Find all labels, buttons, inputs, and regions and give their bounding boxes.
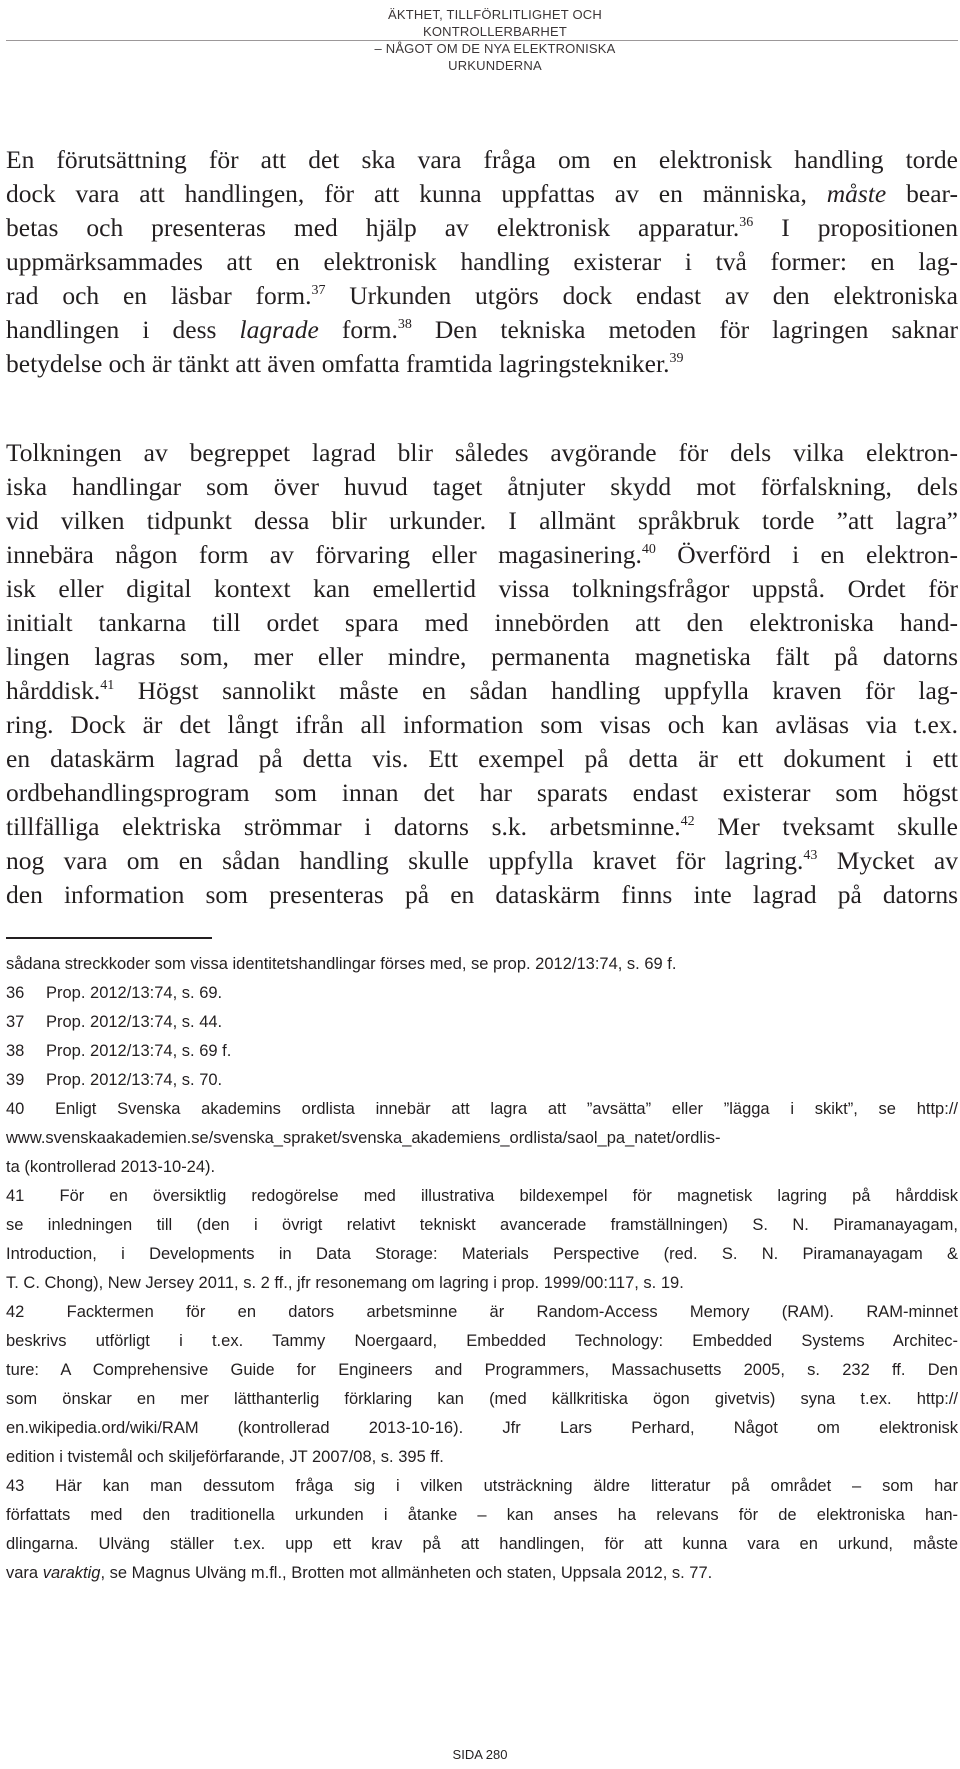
text-line: Introduction, i Developments in Data Storage: Materials Perspective (red. S. N. Piramanayagam & — [6, 1245, 958, 1263]
emphasis: varaktig — [42, 1564, 101, 1582]
footnote-divider — [6, 937, 212, 939]
footnote-number: 39 — [6, 1071, 25, 1089]
text-line: som önskar en mer lätthanterlig förklaring kan (med källkritiska ögon givetvis) syna t.ex. http:// — [6, 1390, 958, 1408]
footnote-number: 36 — [6, 984, 25, 1002]
text-line: nog vara om en sådan handling skulle uppfylla kravet för lagring.$^{43}$ Mycket av — [6, 846, 958, 875]
text-line: edition i tvistemål och skiljeförfarande, JT 2007/08, s. 395 ff. — [6, 1448, 444, 1466]
text-line: en.wikipedia.ord/wiki/RAM (kontrollerad 2013-10-16). Jfr Lars Perhard, Något om elektronisk — [6, 1419, 958, 1437]
text-line: isk eller digital kontext kan emellertid vissa tolkningsfrågor uppstå. Ordet för — [6, 574, 958, 603]
text-line: iska handlingar som över huvud taget åtnjuter skydd mot förfalskning, dels — [6, 472, 958, 501]
text-line: uppmärksammades att en elektronisk handling existerar i två former: en lag- — [6, 247, 958, 276]
text-line: författats med den traditionella urkunden i åtanke – kan anses ha relevans för de elektroniska han- — [6, 1506, 958, 1524]
text-line: lingen lagras som, mer eller mindre, permanenta magnetiska fält på datorns — [6, 642, 958, 671]
running-title-line-1: ÄKTHET, TILLFÖRLITLIGHET OCH KONTROLLERBARHET — [388, 7, 602, 39]
footnote-number: 38 — [6, 1042, 25, 1060]
footnote-37: 37 Prop. 2012/13:74, s. 44. — [6, 1008, 958, 1037]
footnote-38: 38 Prop. 2012/13:74, s. 69 f. — [6, 1037, 958, 1066]
text-line: hårddisk.$^{41}$ Högst sannolikt måste en sådan handling uppfylla kraven för lag- — [6, 676, 959, 705]
paragraph-1 — [6, 143, 958, 381]
text-line: En förutsättning för att det ska vara fråga om en elektronisk handling torde — [6, 145, 958, 174]
footnote-ref-40[interactable]: 40 — [641, 541, 656, 557]
text-line: handlingen i dess lagrade form.$^{38}$ Den tekniska metoden för lagringen saknar — [6, 315, 959, 344]
footnote-ref-36[interactable]: 36 — [739, 214, 754, 230]
footnote-ref-39[interactable]: 39 — [669, 350, 684, 366]
footnote-continuation: sådana streckkoder som vissa identitetshandlingar förses med, se prop. 2012/13:74, s. 69 f. — [6, 955, 677, 973]
text-line: vid vilken tidpunkt dessa blir urkunder. I allmänt språkbruk torde ”att lagra” — [6, 506, 958, 535]
footnote-number: 42 — [6, 1303, 25, 1321]
footnote-42: 42 Facktermen för en dators arbetsminne är Random-Access Memory (RAM). RAM-minnet — [6, 1303, 958, 1321]
text-line: ring. Dock är det långt ifrån all information som visas och kan avläsas via t.ex. — [6, 710, 958, 739]
footnote-36: 36 Prop. 2012/13:74, s. 69. — [6, 979, 958, 1008]
text-line: innebära någon form av förvaring eller magasinering.$^{40}$ Överförd i en elektron- — [6, 540, 959, 569]
footnotes — [6, 950, 958, 1588]
text-line: tillfälliga elektriska strömmar i datorns s.k. arbetsminne.$^{42}$ Mer tveksamt skulle — [6, 812, 958, 841]
text-line: den information som presenteras på en dataskärm finns inte lagrad på datorns — [6, 880, 958, 909]
emphasis: lagrade — [239, 315, 319, 344]
text-line: ta (kontrollerad 2013-10-24). — [6, 1158, 216, 1176]
text-line: se inledningen till (den i övrigt relativt tekniskt avancerade framställningen) S. N. Piramanayagam, — [6, 1216, 958, 1234]
text-line: betas och presenteras med hjälp av elektronisk apparatur.$^{36}$ I propositionen — [6, 213, 958, 242]
footnote-number: 37 — [6, 1013, 25, 1031]
footnote-40: 40 Enligt Svenska akademins ordlista innebär att lagra att ”avsätta” eller ”lägga i skikt”, se http:// — [6, 1100, 958, 1118]
text-line: dock vara att handlingen, för att kunna uppfattas av en människa, måste bear- — [6, 179, 959, 208]
emphasis: måste — [826, 179, 887, 208]
footnote-number: 41 — [6, 1187, 25, 1205]
page-number: SIDA 280 — [452, 1747, 508, 1762]
text-line: dlingarna. Ulväng ställer t.ex. upp ett krav på att handlingen, för att kunna vara en urkund, måste — [6, 1535, 958, 1553]
text-line: Tolkningen av begreppet lagrad blir således avgörande för dels vilka elektron- — [6, 438, 958, 467]
footnote-ref-37[interactable]: 37 — [311, 282, 326, 298]
footnote-number: 40 — [6, 1100, 25, 1118]
text-line: initialt tankarna till ordet spara med innebörden att den elektroniska hand- — [6, 608, 958, 637]
footnote-ref-41[interactable]: 41 — [100, 677, 115, 693]
header-divider — [6, 40, 958, 41]
text-line: ordbehandlingsprogram som innan det har sparats endast existerar som högst — [6, 778, 958, 807]
footnote-43: 43 Här kan man dessutom fråga sig i vilken utsträckning äldre litteratur på området – som har — [6, 1477, 958, 1495]
text-line: betydelse och är tänkt att även omfatta framtida lagringstekniker.$^{39}$ — [6, 349, 684, 378]
footnote-ref-38[interactable]: 38 — [397, 316, 412, 332]
text-line: en dataskärm lagrad på detta vis. Ett exempel på detta är ett dokument i ett — [6, 744, 958, 773]
running-title-line-2: – NÅGOT OM DE NYA ELEKTRONISKA URKUNDERNA — [374, 41, 616, 73]
text-line: www.svenskaakademien.se/svenska_spraket/svenska_akademiens_ordlista/saol_pa_natet/ordlis- — [6, 1129, 721, 1147]
footnote-41: 41 För en översiktlig redogörelse med illustrativa bildexempel för magnetisk lagring på hårddisk — [6, 1187, 958, 1205]
text-line: T. C. Chong), New Jersey 2011, s. 2 ff., jfr resonemang om lagring i prop. 1999/00:117, s. 19. — [6, 1274, 684, 1292]
text-line: ture: A Comprehensive Guide for Engineers and Programmers, Massachusetts 2005, s. 232 ff. Den — [6, 1361, 958, 1379]
footnote-ref-42[interactable]: 42 — [680, 813, 695, 829]
paragraph-2 — [6, 436, 958, 912]
footnote-39: 39 Prop. 2012/13:74, s. 70. — [6, 1066, 958, 1095]
footnote-ref-43[interactable]: 43 — [803, 847, 818, 863]
footnote-number: 43 — [6, 1477, 25, 1495]
text-line: rad och en läsbar form.$^{37}$ Urkunden utgörs dock endast av den elektroniska — [6, 281, 958, 310]
text-line: vara varaktig, se Magnus Ulväng m.fl., Brotten mot allmänheten och staten, Uppsala 2012, s. 77. — [6, 1564, 713, 1582]
text-line: beskrivs utförligt i t.ex. Tammy Noergaard, Embedded Technology: Embedded Systems Architec- — [6, 1332, 958, 1350]
